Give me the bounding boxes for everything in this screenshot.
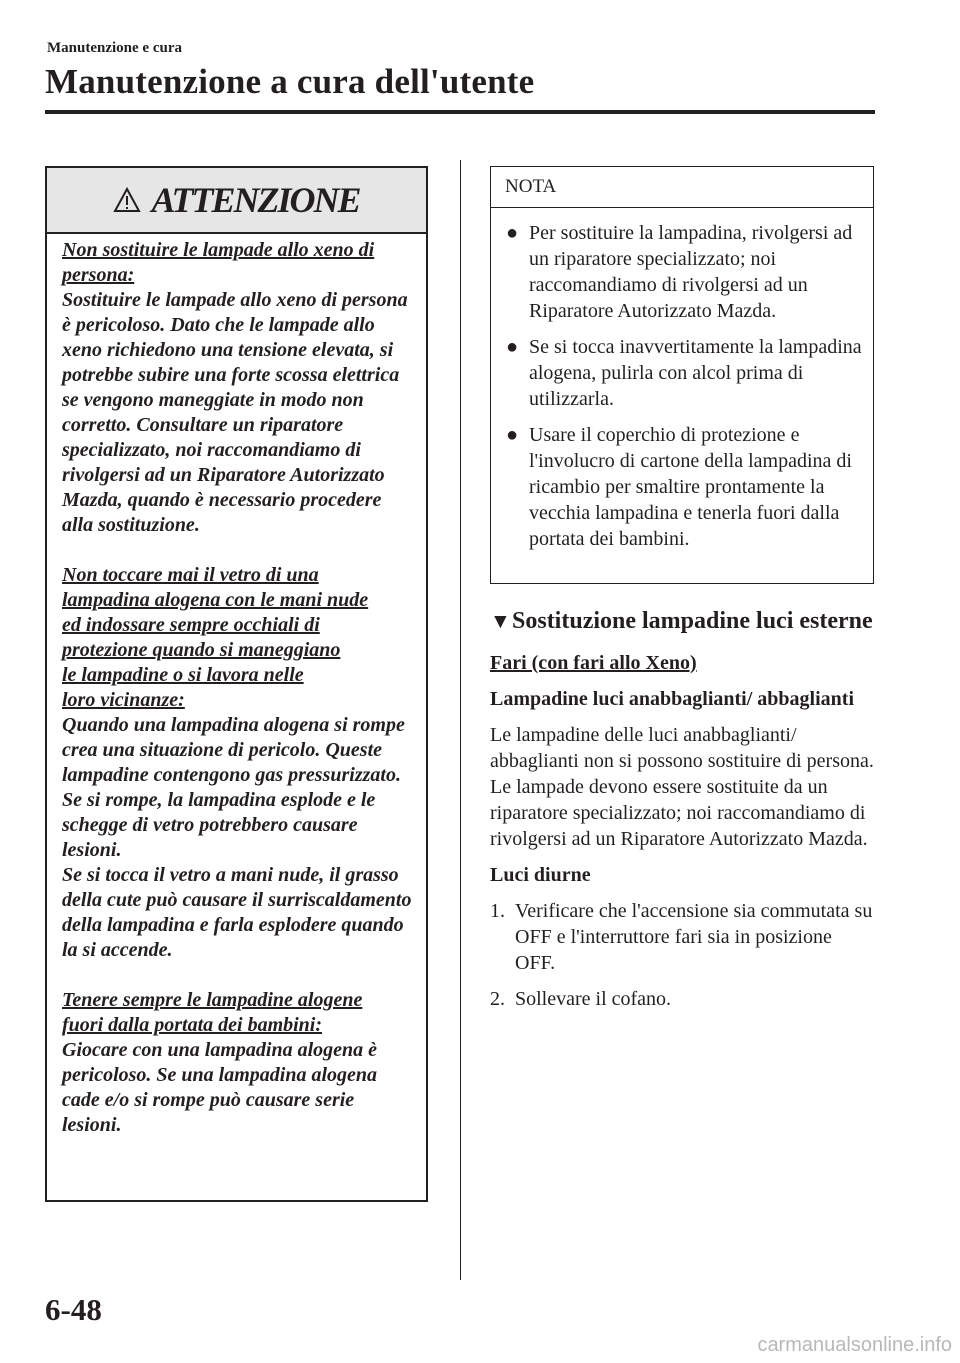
note-item: [505, 334, 863, 412]
warning-block-children: [62, 988, 412, 1138]
step-text: Sollevare il cofano.: [515, 988, 672, 1010]
warning-body: [47, 234, 426, 1138]
step-number: 1.: [490, 900, 505, 922]
column-divider: [460, 160, 461, 1280]
note-item: [505, 422, 863, 552]
step-text: Verificare che l'accensione sia commutata su OFF e l'interruttore fari sia in posizione OFF.: [515, 900, 873, 974]
bullet-icon: ●: [506, 336, 519, 358]
warning-text: Se si tocca il vetro a mani nude, il grasso della cute può causare il surriscaldamento della lampadina e farla esplodere quando la si accende.: [62, 864, 412, 961]
note-item: [505, 220, 863, 324]
step-item: [490, 986, 875, 1012]
warning-text: Quando una lampadina alogena si rompe crea una situazione di pericolo. Queste lampadine contengono gas pressurizzato. Se si rompe, la lampadina esplode e le schegge di vetro potrebbero causare lesioni.: [62, 714, 405, 861]
heading-daytime-lights: Luci diurne: [490, 864, 591, 886]
warning-heading-line: Non toccare mai il vetro di una: [62, 564, 319, 586]
main-content: [490, 606, 875, 1022]
warning-heading-line: Tenere sempre le lampadine alogene: [62, 989, 363, 1011]
warning-text: Sostituire le lampade allo xeno di persona è pericoloso. Dato che le lampade allo xeno richiedono una tensione elevata, si potrebbe subire una forte scossa elettrica se vengono maneggiate in modo non corretto. Consultare un riparatore specializzato, noi raccomandiamo di rivolgersi ad un Riparatore Autorizzato Mazda, quando è necessario procedere alla sostituzione.: [62, 289, 408, 536]
note-item-text: Usare il coperchio di protezione e l'involucro di cartone della lampadina di ricambio per smaltire prontamente la vecchia lampadina e tenerla fuori dalla portata dei bambini.: [529, 424, 852, 550]
section-heading: [490, 606, 875, 636]
watermark: carmanualsonline.info: [757, 1334, 952, 1356]
title-rule: [45, 110, 875, 114]
note-item-text: Se si tocca inavvertitamente la lampadina alogena, pulirla con alcol prima di utilizzarla.: [529, 336, 862, 410]
warning-block-halogen-glass: [62, 563, 412, 963]
warning-heading-line: le lampadine o si lavora nelle: [62, 664, 304, 686]
warning-box: [45, 166, 428, 1202]
warning-header: [47, 168, 426, 234]
note-box: [490, 166, 874, 584]
warning-heading-line: loro vicinanze:: [62, 689, 185, 711]
page-title: Manutenzione a cura dell'utente: [45, 62, 535, 101]
section-title: Sostituzione lampadine luci esterne: [512, 608, 873, 634]
warning-triangle-icon: [113, 187, 141, 213]
note-list: [491, 208, 873, 552]
warning-heading-line: lampadina alogena con le mani nude: [62, 589, 369, 611]
warning-block-xeno: [62, 238, 412, 538]
warning-title: ATTENZIONE: [151, 180, 360, 220]
paragraph: Le lampadine delle luci anabbaglianti/ abbaglianti non si possono sostituire di persona. Le lampade devono essere sostituite da un riparatore specializzato; noi raccomandiamo di rivolgersi ad un Riparatore Autorizzato Mazda.: [490, 724, 874, 850]
section-label: Manutenzione e cura: [47, 40, 182, 56]
page-number: 6-48: [45, 1292, 102, 1327]
triangle-marker-icon: ▼: [490, 609, 511, 633]
step-item: [490, 898, 875, 976]
step-number: 2.: [490, 988, 505, 1010]
warning-heading-line: fuori dalla portata dei bambini:: [62, 1014, 323, 1036]
warning-heading-line: ed indossare sempre occhiali di: [62, 614, 320, 636]
bullet-icon: ●: [506, 424, 519, 446]
bullet-icon: ●: [506, 222, 519, 244]
warning-text: Giocare con una lampadina alogena è pericoloso. Se una lampadina alogena cade e/o si rompe può causare serie lesioni.: [62, 1039, 378, 1136]
warning-heading-line: persona:: [62, 264, 135, 286]
note-item-text: Per sostituire la lampadina, rivolgersi ad un riparatore specializzato; noi raccomandiamo di rivolgersi ad un Riparatore Autorizzato Mazda.: [529, 222, 853, 322]
warning-heading-line: Non sostituire le lampade allo xeno di: [62, 239, 375, 261]
note-title: NOTA: [491, 167, 873, 208]
subheading: Fari (con fari allo Xeno): [490, 652, 697, 674]
warning-heading-line: protezione quando si maneggiano: [62, 639, 341, 661]
steps-list: [490, 898, 875, 1012]
heading-low-high-beam: Lampadine luci anabbaglianti/ abbaglianti: [490, 688, 854, 710]
